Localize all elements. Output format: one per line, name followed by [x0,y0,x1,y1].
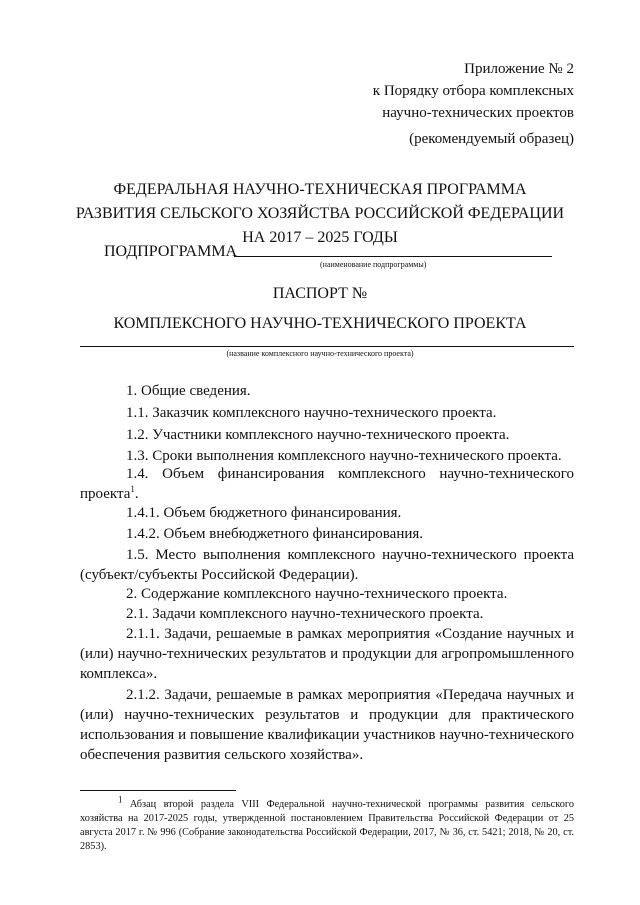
section-1-4-end: . [134,486,139,502]
section-1-4-1: 1.4.1. Объем бюджетного финансирования. [126,505,402,521]
footnote-ref: 1 [130,484,135,494]
section-1-4-line1: 1.4. Объем финансирования комплексного научно-технического [126,466,574,482]
appendix-ref-line1: к Порядку отбора комплексных [372,83,574,99]
section-1-3: 1.3. Сроки выполнения комплексного научно-технического проекта. [126,448,562,464]
appendix-header [373,58,574,124]
section-1: 1. Общие сведения. [126,383,251,399]
appendix-number: Приложение № 2 [464,61,574,77]
footnote-mark: 1 [118,794,123,805]
subprogram-name-line [234,256,552,257]
program-title-line1: ФЕДЕРАЛЬНАЯ НАУЧНО-ТЕХНИЧЕСКАЯ ПРОГРАММА [113,181,527,198]
sample-note: (рекомендуемый образец) [409,131,574,147]
section-2-1-2: 2.1.2. Задачи, решаемые в рамках мероприятия «Передача научных и (или) научно-технических результатов и продукции для практического использования и повышение квалификации участников научно-технического обеспечения развития сельского хозяйства». [80,687,574,763]
section-1-4-word: проекта [80,486,131,502]
project-name-line [80,346,574,347]
section-2-1-1: 2.1.1. Задачи, решаемые в рамках мероприятия «Создание научных и (или) научно-технических результатов и продукции для агропромышленного комплекса». [80,626,574,682]
footnote [80,794,574,854]
section-1-5: 1.5. Место выполнения комплексного научно-технического проекта (субъект/субъекты Российской Федерации). [80,547,574,583]
footnote-text: Абзац второй раздела VIII Федеральной научно-технической программы развития сельского хозяйства на 2017-2025 годы, утвержденной постановлением Правительства Российской Федерации от 25 августа 2017 г. № 996 (Собрание законодательства Российской Федерации, 2017, № 36, ст. 5421; 2018, № 20, ст. 2853). [80,799,574,852]
passport-subtitle: КОМПЛЕКСНОГО НАУЧНО-ТЕХНИЧЕСКОГО ПРОЕКТА [113,315,527,332]
section-1-1: 1.1. Заказчик комплексного научно-технического проекта. [126,405,497,421]
section-2-1: 2.1. Задачи комплексного научно-технического проекта. [126,606,484,622]
section-1-4 [80,464,574,504]
section-1-4-2: 1.4.2. Объем внебюджетного финансирования. [126,526,424,542]
footnote-separator [80,790,236,791]
appendix-ref-line2: научно-технических проектов [382,105,574,121]
subprogram-label: ПОДПРОГРАММА [104,243,238,260]
program-title-line2: РАЗВИТИЯ СЕЛЬСКОГО ХОЗЯЙСТВА РОССИЙСКОЙ ФЕДЕРАЦИИ [75,205,565,222]
section-1-4-line2 [80,484,574,504]
section-1-2: 1.2. Участники комплексного научно-технического проекта. [126,427,510,443]
program-title-line3: НА 2017 – 2025 ГОДЫ [242,229,398,246]
project-name-caption: (название комплексного научно-технического проекта) [226,349,414,358]
program-title [0,178,640,250]
section-2: 2. Содержание комплексного научно-технического проекта. [126,586,508,602]
passport-title: ПАСПОРТ № [272,285,368,302]
subprogram-caption: (наименование подпрограммы) [320,260,427,269]
